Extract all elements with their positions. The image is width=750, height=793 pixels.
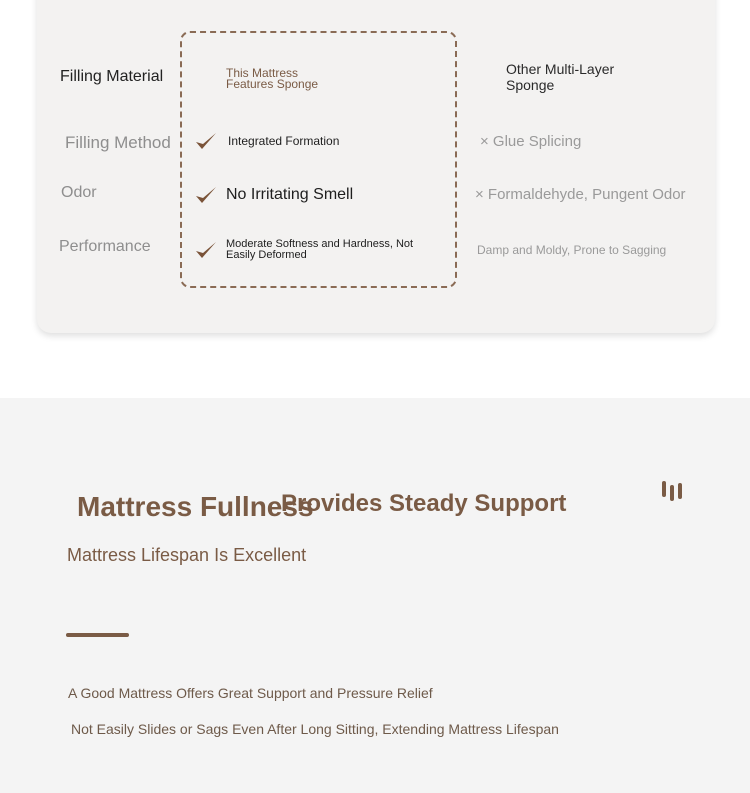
divider bbox=[66, 633, 129, 637]
row-label-performance: Performance bbox=[59, 238, 151, 255]
feature-title-left: Mattress Fullness bbox=[77, 491, 314, 522]
this-mattress-odor bbox=[195, 185, 435, 205]
feature-description-2: Not Easily Slides or Sags Even After Long Sitting, Extending Mattress Lifespan bbox=[71, 721, 559, 737]
bars-icon bbox=[661, 480, 683, 502]
row-label-odor: Odor bbox=[61, 184, 97, 201]
other-filling-method: × Glue Splicing bbox=[480, 133, 582, 150]
this-mattress-filling-method bbox=[195, 131, 435, 151]
this-mattress-performance bbox=[195, 239, 445, 261]
feature-title-right: Provides Steady Support bbox=[281, 490, 567, 517]
feature-section bbox=[0, 398, 750, 793]
row-label-filling-method: Filling Method bbox=[65, 133, 171, 152]
this-mattress-performance-text: Moderate Softness and Hardness, Not Easily Deformed bbox=[226, 238, 414, 261]
other-odor: × Formaldehyde, Pungent Odor bbox=[475, 186, 686, 203]
feature-subtitle: Mattress Lifespan Is Excellent bbox=[67, 545, 307, 565]
other-performance: Damp and Moldy, Prone to Sagging bbox=[477, 243, 667, 257]
check-icon bbox=[195, 185, 217, 205]
row-label-filling-material: Filling Material bbox=[60, 68, 164, 85]
other-filling-material: Other Multi-Layer Sponge bbox=[506, 61, 615, 93]
comparison-card bbox=[37, 0, 715, 333]
check-icon bbox=[195, 240, 217, 260]
this-mattress-filling-material-text: This Mattress Features Sponge bbox=[226, 66, 319, 91]
feature-description-1: A Good Mattress Offers Great Support and Pressure Relief bbox=[68, 685, 433, 701]
this-mattress-filling-method-text: Integrated Formation bbox=[228, 134, 340, 148]
check-icon bbox=[195, 131, 217, 151]
this-mattress-filling-material bbox=[226, 68, 416, 90]
this-mattress-odor-text: No Irritating Smell bbox=[226, 186, 354, 203]
